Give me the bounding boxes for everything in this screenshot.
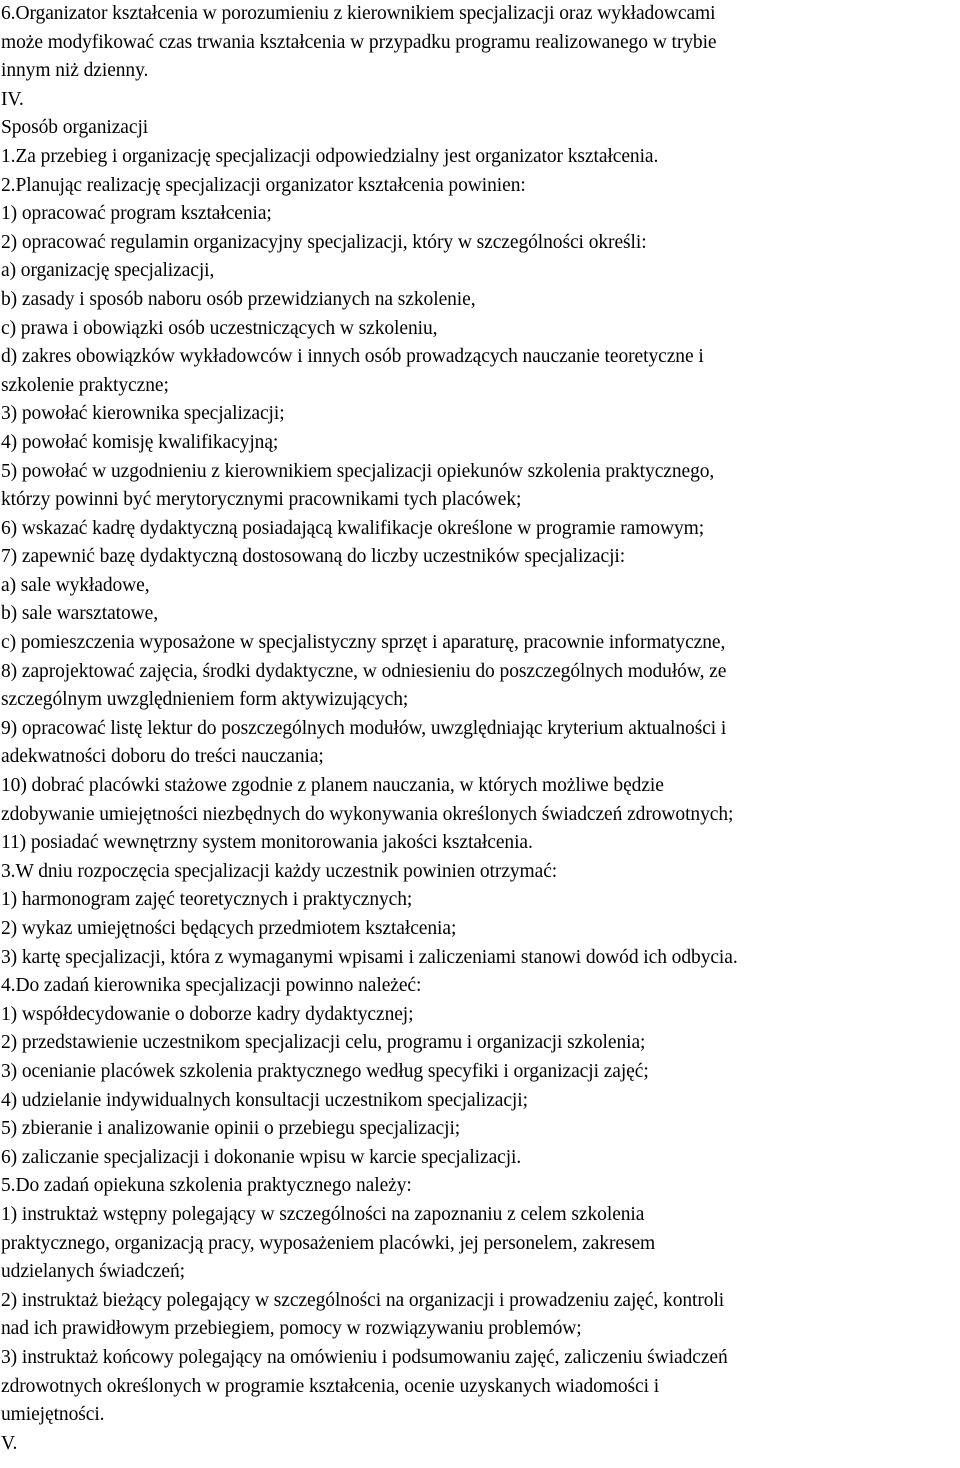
list-item: b) sale warsztatowe, (1, 603, 159, 625)
list-item: 5) zbieranie i analizowanie opinii o przebiegu specjalizacji; (1, 1118, 461, 1140)
text-line: którzy powinni być merytorycznymi pracownikami tych placówek; (1, 489, 522, 511)
text-line: 1.Za przebieg i organizację specjalizacji odpowiedzialny jest organizator kształcenia. (1, 145, 659, 167)
list-item: c) prawa i obowiązki osób uczestniczących w szkoleniu, (1, 317, 438, 339)
list-item: b) zasady i sposób naboru osób przewidzianych na szkolenie, (1, 288, 476, 310)
list-item: 1) harmonogram zajęć teoretycznych i praktycznych; (1, 889, 413, 911)
text-line: zdobywanie umiejętności niezbędnych do wykonywania określonych świadczeń zdrowotnych; (1, 803, 734, 825)
section-heading: V. (1, 1432, 18, 1454)
list-item: 7) zapewnić bazę dydaktyczną dostosowaną do liczby uczestników specjalizacji: (1, 546, 626, 568)
list-item: 9) opracować listę lektur do poszczególnych modułów, uwzględniając kryterium aktualności i (1, 717, 727, 739)
text-line: zdrowotnych określonych w programie kształcenia, ocenie uzyskanych wiadomości i (1, 1375, 660, 1397)
list-item: 6) wskazać kadrę dydaktyczną posiadającą kwalifikacje określone w programie ramowym; (1, 517, 705, 539)
text-line: umiejętności. (1, 1404, 105, 1426)
list-item: 1) instruktaż wstępny polegający w szczególności na zapoznaniu z celem szkolenia (1, 1203, 645, 1225)
text-line: 5.Do zadań opiekuna szkolenia praktycznego należy: (1, 1175, 412, 1197)
section-title: Sposób organizacji (1, 117, 149, 139)
list-item: 5) powołać w uzgodnieniu z kierownikiem specjalizacji opiekunów szkolenia praktycznego, (1, 460, 715, 482)
list-item: c) pomieszczenia wyposażone w specjalistyczny sprzęt i aparaturę, pracownie informatyczne, (1, 632, 726, 654)
text-line: udzielanych świadczeń; (1, 1261, 185, 1283)
list-item: 8) zaprojektować zajęcia, środki dydaktyczne, w odniesieniu do poszczególnych modułów, ze (1, 660, 727, 682)
text-line: może modyfikować czas trwania kształcenia w przypadku programu realizowanego w trybie (1, 31, 717, 53)
list-item: a) sale wykładowe, (1, 574, 150, 596)
list-item: 2) przedstawienie uczestnikom specjalizacji celu, programu i organizacji szkolenia; (1, 1032, 646, 1054)
list-item: 10) dobrać placówki stażowe zgodnie z planem nauczania, w których możliwe będzie (1, 775, 664, 797)
list-item: 11) posiadać wewnętrzny system monitorowania jakości kształcenia. (1, 832, 533, 854)
text-line: 2.Planując realizację specjalizacji organizator kształcenia powinien: (1, 174, 526, 196)
list-item: 1) opracować program kształcenia; (1, 203, 272, 225)
list-item: d) zakres obowiązków wykładowców i innych osób prowadzących nauczanie teoretyczne i (1, 346, 704, 368)
list-item: 2) wykaz umiejętności będących przedmiotem kształcenia; (1, 918, 457, 939)
list-item: 2) opracować regulamin organizacyjny specjalizacji, który w szczególności określi: (1, 231, 647, 253)
text-line: innym niż dzienny. (1, 60, 149, 82)
list-item: 3) ocenianie placówek szkolenia praktycznego według specyfiki i organizacji zajęć; (1, 1060, 649, 1082)
list-item: 3) powołać kierownika specjalizacji; (1, 403, 285, 425)
text-line: 4.Do zadań kierownika specjalizacji powinno należeć: (1, 975, 422, 997)
list-item: 6) zaliczanie specjalizacji i dokonanie wpisu w karcie specjalizacji. (1, 1146, 522, 1168)
list-item: 4) powołać komisję kwalifikacyjną; (1, 431, 279, 453)
text-line: 3.W dniu rozpoczęcia specjalizacji każdy uczestnik powinien otrzymać: (1, 860, 558, 882)
text-line: 6.Organizator kształcenia w porozumieniu z kierownikiem specjalizacji oraz wykładowcami (1, 3, 716, 24)
list-item: 2) instruktaż bieżący polegający w szczególności na organizacji i prowadzeniu zajęć, kontroli (1, 1289, 725, 1311)
list-item: 3) instruktaż końcowy polegający na omówieniu i podsumowaniu zajęć, zaliczeniu świadczeń (1, 1346, 728, 1368)
text-line: szczególnym uwzględnieniem form aktywizujących; (1, 689, 409, 711)
section-heading: IV. (1, 88, 24, 110)
text-line: nad ich prawidłowym przebiegiem, pomocy w rozwiązywaniu problemów; (1, 1318, 582, 1340)
text-line: szkolenie praktyczne; (1, 374, 169, 396)
list-item: a) organizację specjalizacji, (1, 260, 215, 282)
list-item: 1) współdecydowanie o doborze kadry dydaktycznej; (1, 1003, 414, 1025)
list-item: 4) udzielanie indywidualnych konsultacji uczestnikom specjalizacji; (1, 1089, 528, 1111)
text-line: adekwatności doboru do treści nauczania; (1, 746, 324, 768)
text-line: praktycznego, organizacją pracy, wyposażeniem placówki, jej personelem, zakresem (1, 1232, 656, 1254)
list-item: 3) kartę specjalizacji, która z wymaganymi wpisami i zaliczeniami stanowi dowód ich odbycia. (1, 946, 738, 968)
